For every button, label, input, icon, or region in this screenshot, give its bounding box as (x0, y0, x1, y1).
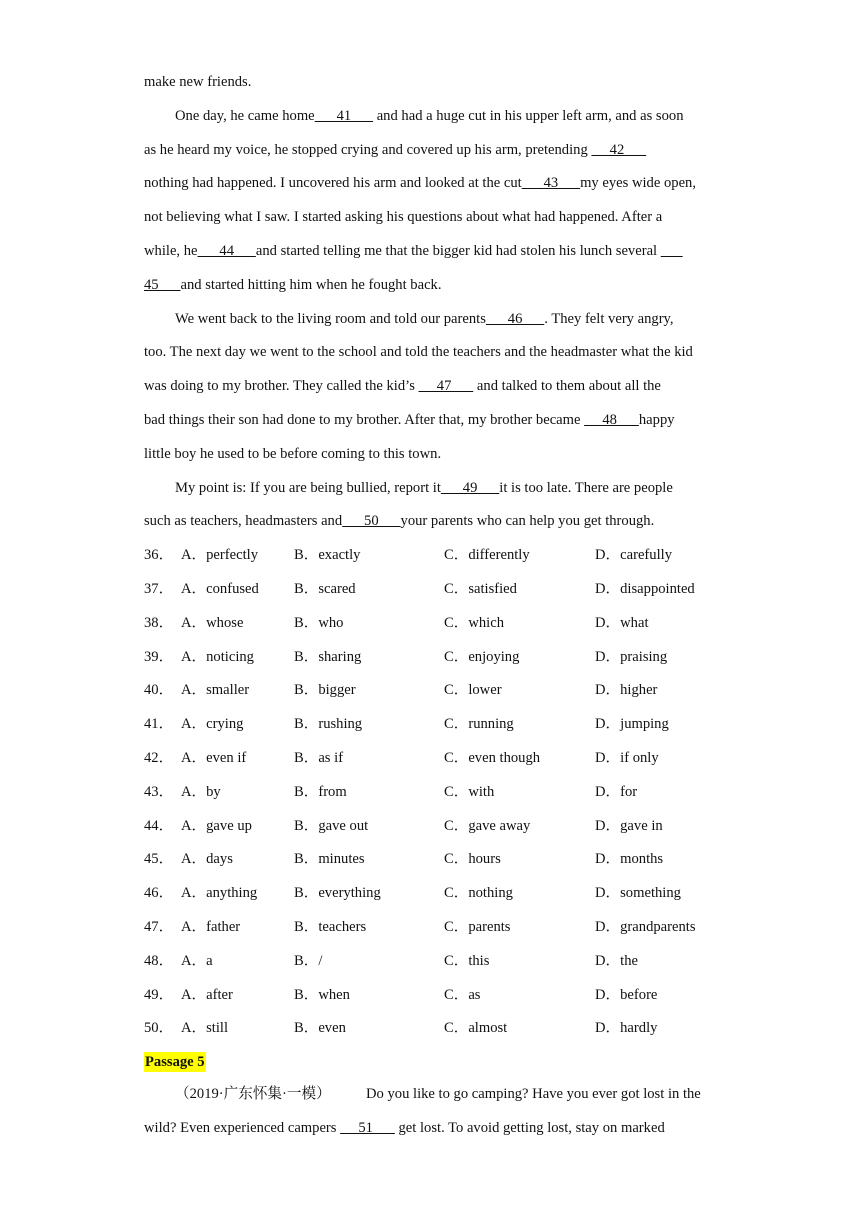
blank-51: 51 (340, 1119, 395, 1136)
option-d: D．something (595, 885, 681, 902)
question-row (144, 607, 734, 641)
question-number: 41． (144, 716, 174, 733)
blank-48: 48 (584, 411, 639, 428)
option-a: A．crying (181, 716, 244, 733)
text-line: 45 and started hitting him when he fought back. (144, 276, 442, 293)
text-line: as he heard my voice, he stopped crying and covered up his arm, pretending 42 (144, 141, 647, 158)
option-d: D．if only (595, 749, 659, 766)
option-a: A．gave up (181, 817, 252, 834)
question-number: 42． (144, 749, 174, 766)
question-row (144, 911, 734, 945)
option-d: D．carefully (595, 547, 672, 564)
option-b: B．exactly (294, 547, 361, 564)
question-number: 39． (144, 648, 174, 665)
option-b: B．everything (294, 885, 381, 902)
option-a: A．still (181, 1020, 229, 1037)
question-row (144, 877, 734, 911)
text-line: We went back to the living room and told our parents 46 . They felt very angry, (175, 310, 674, 327)
question-number: 43． (144, 783, 174, 800)
blank-44: 44 (197, 242, 256, 259)
option-d: D．hardly (595, 1020, 658, 1037)
question-row (144, 776, 734, 810)
option-a: A．by (181, 783, 221, 800)
options-list (144, 539, 734, 1046)
text-line: was doing to my brother. They called the kid’s 47 and talked to them about all the (144, 378, 661, 395)
option-c: C．differently (444, 547, 530, 564)
option-c: C．this (444, 952, 490, 969)
text-line: little boy he used to be before coming to this town. (144, 445, 442, 462)
option-d: D．months (595, 851, 664, 868)
option-d: D．grandparents (595, 918, 696, 935)
option-b: B．rushing (294, 716, 363, 733)
option-a: A．after (181, 986, 233, 1003)
option-a: A．whose (181, 614, 244, 631)
option-c: C．which (444, 614, 504, 631)
option-a: A．anything (181, 885, 258, 902)
option-c: C．with (444, 783, 495, 800)
question-number: 47． (144, 918, 174, 935)
text-line: make new friends. (144, 74, 252, 90)
option-b: B．as if (294, 749, 344, 766)
blank-45: 45 (144, 276, 181, 293)
text-line: bad things their son had done to my brother. After that, my brother became 48 happy (144, 411, 675, 428)
option-c: C．almost (444, 1020, 508, 1037)
option-a: A．a (181, 952, 213, 969)
option-b: B．teachers (294, 918, 367, 935)
option-b: B．gave out (294, 817, 369, 834)
question-number: 36． (144, 547, 174, 564)
option-c: C．as (444, 986, 481, 1003)
question-number: 45． (144, 851, 174, 868)
question-number: 50． (144, 1020, 174, 1037)
question-number: 46． (144, 885, 174, 902)
option-c: C．satisfied (444, 580, 517, 597)
option-c: C．hours (444, 851, 501, 868)
option-a: A．perfectly (181, 547, 258, 564)
text-line: One day, he came home 41 and had a huge cut in his upper left arm, and as soon (175, 107, 684, 124)
blank-41: 41 (314, 107, 374, 124)
text-line: such as teachers, headmasters and 50 your parents who can help you get through. (144, 513, 655, 530)
option-b: B．when (294, 986, 350, 1003)
question-row (144, 945, 734, 979)
question-row (144, 539, 734, 573)
blank-45-start (661, 243, 683, 259)
option-b: B．/ (294, 952, 323, 969)
source-note: （2019·广东怀集·一模） (175, 1086, 331, 1103)
option-c: C．running (444, 716, 514, 733)
passage-title-line (144, 1046, 734, 1078)
question-number: 44． (144, 817, 174, 834)
option-d: D．the (595, 952, 638, 969)
text-line: too. The next day we went to the school and told the teachers and the headmaster what the kid (144, 344, 693, 361)
option-d: D．higher (595, 682, 658, 699)
text-line: wild? Even experienced campers 51 get lost. To avoid getting lost, stay on marked (144, 1119, 665, 1136)
option-b: B．scared (294, 580, 356, 597)
passage-title: Passage 5 (145, 1054, 205, 1071)
text-line: not believing what I saw. I started asking his questions about what had happened. After a (144, 209, 663, 226)
option-b: B．from (294, 783, 347, 800)
question-number: 48． (144, 952, 174, 969)
option-a: A．noticing (181, 648, 254, 665)
question-row (144, 742, 734, 776)
option-a: A．smaller (181, 682, 250, 699)
option-c: C．nothing (444, 885, 513, 902)
text-line: while, he 44 and started telling me that the bigger kid had stolen his lunch several (144, 235, 734, 269)
blank-46: 46 (485, 310, 545, 327)
option-a: A．days (181, 851, 233, 868)
option-a: A．even if (181, 749, 247, 766)
question-row (144, 843, 734, 877)
option-d: D．jumping (595, 716, 669, 733)
option-d: D．disappointed (595, 580, 695, 597)
option-d: D．before (595, 986, 658, 1003)
blank-50: 50 (342, 513, 401, 530)
option-d: D．gave in (595, 817, 663, 834)
text-line: My point is: If you are being bullied, report it 49 it is too late. There are people (175, 479, 673, 496)
option-d: D．for (595, 783, 638, 800)
option-b: B．bigger (294, 682, 356, 699)
question-number: 38． (144, 614, 174, 631)
option-b: B．who (294, 614, 344, 631)
option-c: C．lower (444, 682, 502, 699)
option-d: D．praising (595, 648, 668, 665)
option-d: D．what (595, 614, 649, 631)
blank-43: 43 (521, 175, 581, 192)
option-b: B．minutes (294, 851, 365, 868)
question-row (144, 674, 734, 708)
option-b: B．sharing (294, 648, 362, 665)
option-c: C．enjoying (444, 648, 520, 665)
option-c: C．even though (444, 749, 541, 766)
option-c: C．parents (444, 918, 511, 935)
text-line: （2019·广东怀集·一模） Do you like to go camping? Have you ever got lost in the (144, 1078, 734, 1112)
option-b: B．even (294, 1020, 346, 1037)
option-a: A．confused (181, 580, 259, 597)
question-row (144, 708, 734, 742)
blank-49: 49 (440, 479, 500, 496)
question-row (144, 1012, 734, 1046)
question-number: 37． (144, 580, 174, 597)
blank-42: 42 (591, 141, 647, 158)
question-row (144, 979, 734, 1013)
passage-content (144, 66, 734, 1146)
question-row (144, 641, 734, 675)
question-number: 40． (144, 682, 174, 699)
question-row (144, 573, 734, 607)
question-row (144, 810, 734, 844)
option-a: A．father (181, 918, 241, 935)
option-c: C．gave away (444, 817, 531, 834)
text-line: nothing had happened. I uncovered his arm and looked at the cut 43 my eyes wide open, (144, 175, 696, 192)
blank-47: 47 (418, 378, 474, 395)
question-number: 49． (144, 986, 174, 1003)
